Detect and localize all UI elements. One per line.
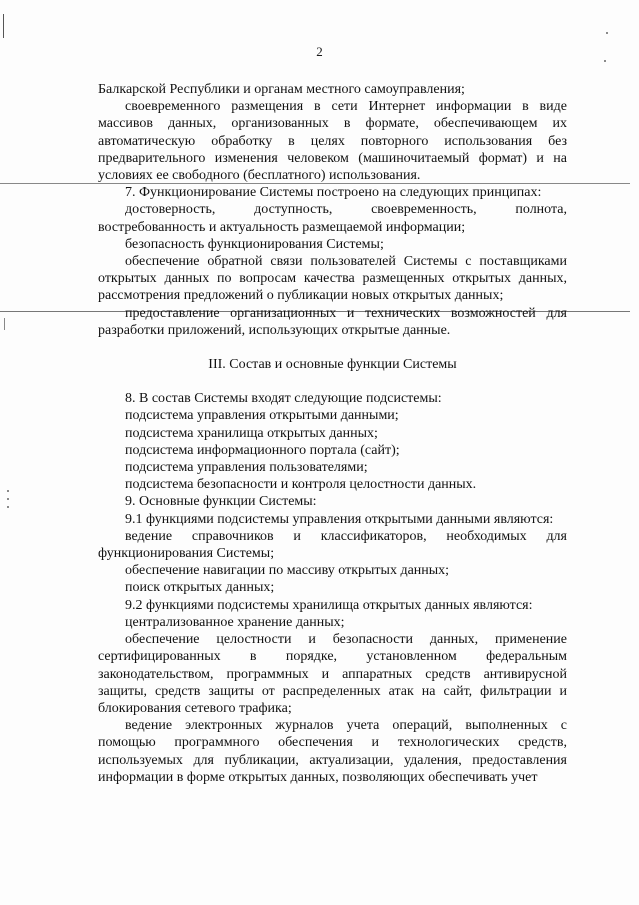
paragraph: безопасность функционирования Системы; [125,236,384,252]
list-item: обеспечение целостности и безопасности данных, применение сертифицированных в порядке, установленном федеральным законодательством, программных и аппаратных средств антивирусной защиты, средств защиты от распределенных атак на сайт, фильтрации и блокирования сетевого трафика; [98,632,567,716]
scan-edge-mark [3,14,4,38]
document-body [98,81,567,786]
list-item: подсистема безопасности и контроля целостности данных. [125,477,477,493]
paragraph: своевременного размещения в сети Интернет информации в виде массивов данных, организованных в формате, обеспечивающем их автоматическую обработку в целях повторного использования без предварительного изменения человеком (машиночитаемый формат) и на условиях ее свободного (бесплатного) использования. [98,99,567,184]
list-item: подсистема управления открытыми данными; [125,408,399,424]
paragraph: 9. Основные функции Системы: [125,494,317,510]
list-item: подсистема хранилища открытых данных; [125,425,378,441]
list-item: централизованное хранение данных; [125,614,345,630]
paragraph: 7. Функционирование Системы построено на следующих принципах: [125,185,542,201]
paragraph: 9.2 функциями подсистемы хранилища открытых данных являются: [125,597,533,613]
scan-speck [7,498,9,500]
paragraph: 9.1 функциями подсистемы управления открытыми данными являются: [125,511,554,527]
list-item: поиск открытых данных; [125,580,275,596]
section-heading: III. Состав и основные функции Системы [208,357,457,373]
list-item: ведение справочников и классификаторов, необходимых для функционирования Системы; [98,528,567,562]
paragraph: достоверность, доступность, своевременность, полнота, востребованность и актуальность размещаемой информации; [98,202,567,235]
list-item: обеспечение навигации по массиву открытых данных; [125,563,450,579]
paragraph: обеспечение обратной связи пользователей Системы с поставщиками открытых данных по вопросам качества размещенных открытых данных, рассмотрения предложений о публикации новых открытых данных; [98,254,567,304]
scan-speck [7,490,9,492]
scan-speck [604,60,606,62]
list-item: ведение электронных журналов учета операций, выполненных с помощью программного обеспечения и технологических средств, используемых для публикации, актуализации, удаления, предоставления информации в форме открытых данных, позволяющих обеспечивать учет [98,718,567,785]
scan-edge-mark [4,318,5,330]
scan-speck [7,506,9,508]
scan-speck [606,32,608,34]
list-item: подсистема информационного портала (сайт); [125,442,400,458]
list-item: подсистема управления пользователями; [125,460,368,476]
paragraph: 8. В состав Системы входят следующие подсистемы: [125,391,442,407]
page-number: 2 [316,44,323,59]
paragraph: Балкарской Республики и органам местного самоуправления; [98,82,465,97]
paragraph: предоставление организационных и технических возможностей для разработки приложений, использующих открытые данные. [98,305,567,338]
